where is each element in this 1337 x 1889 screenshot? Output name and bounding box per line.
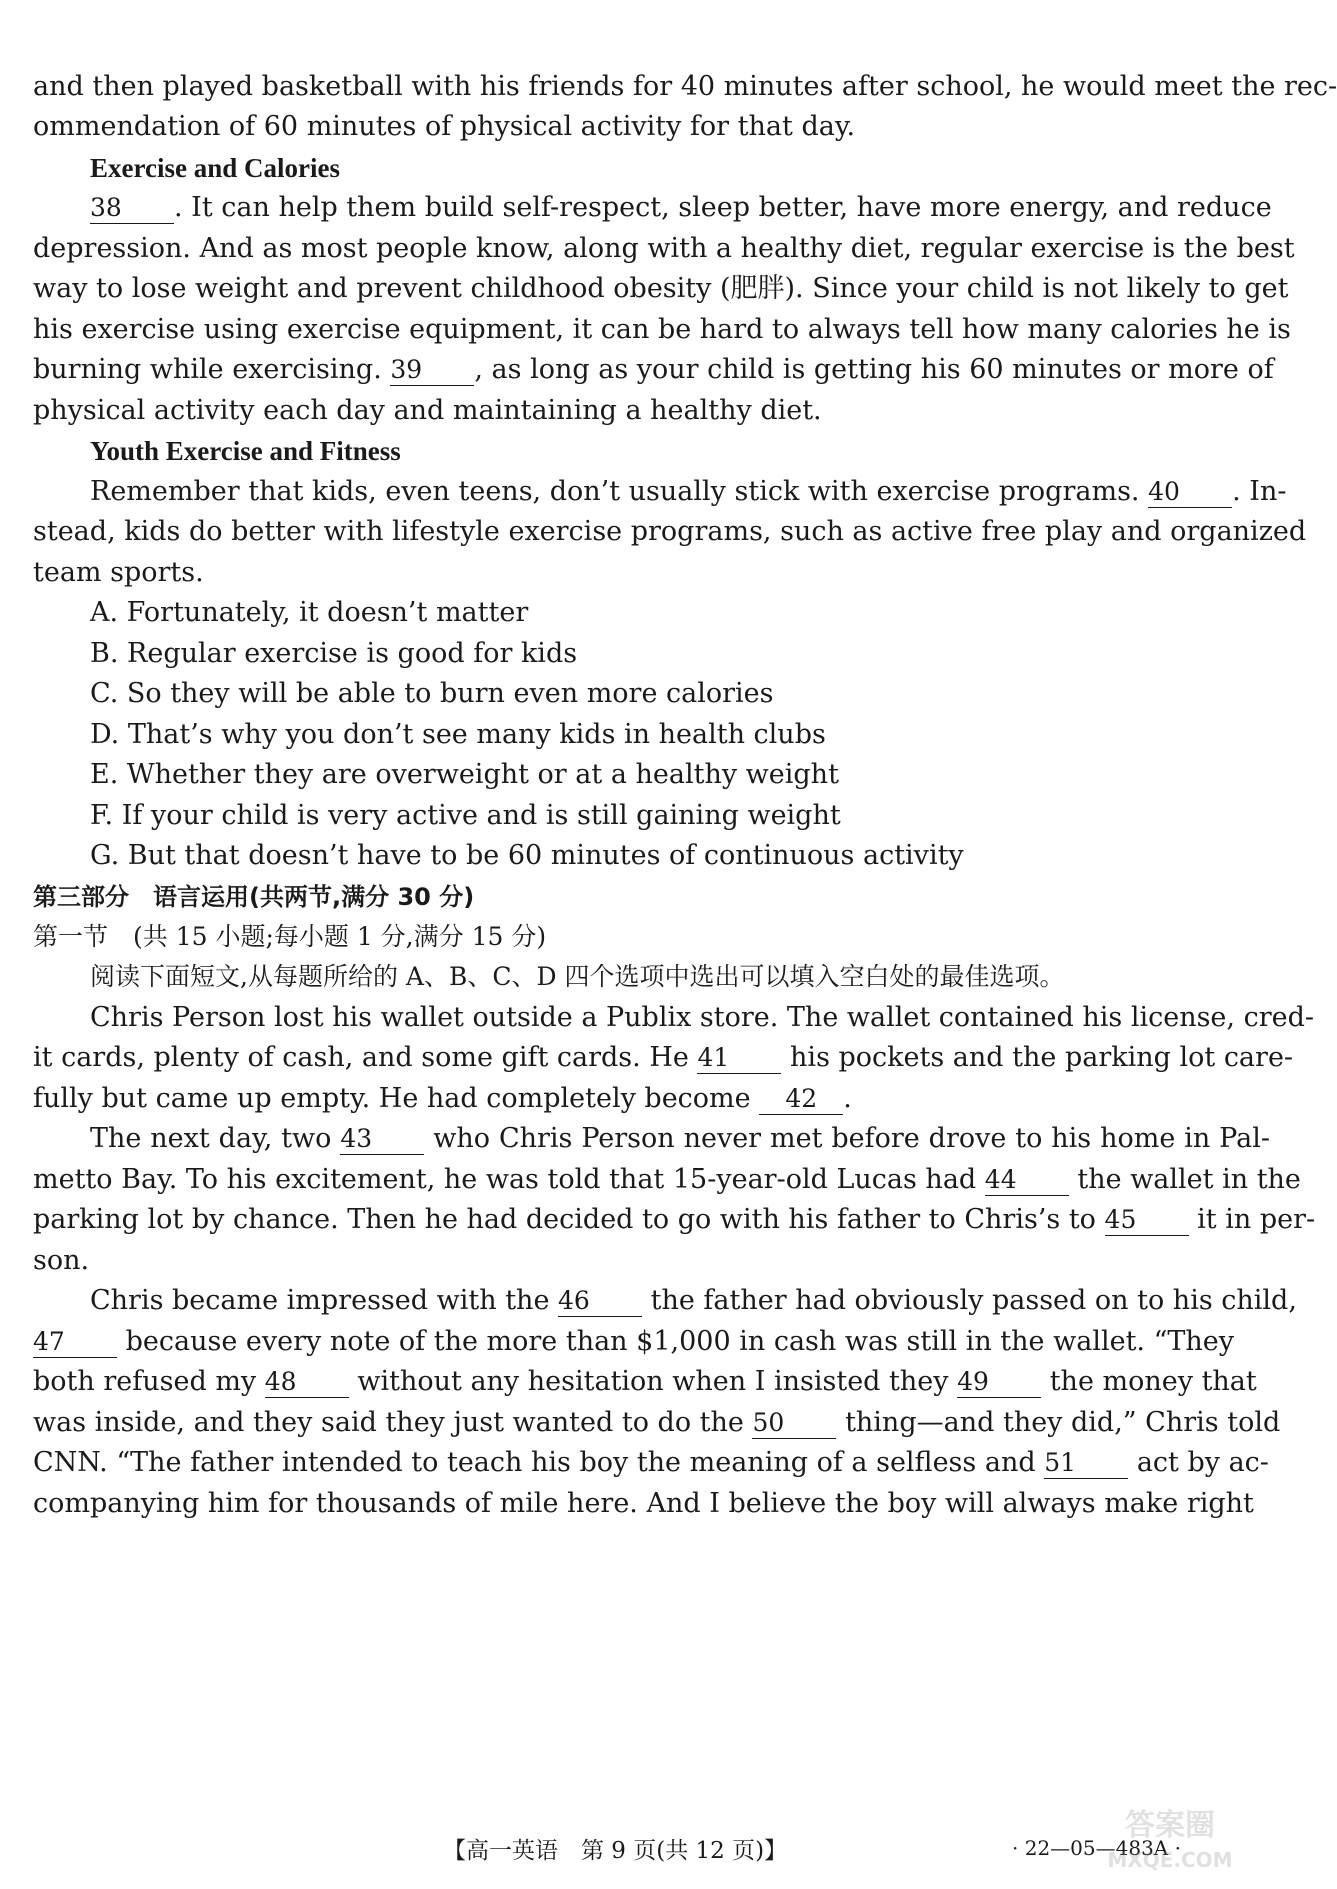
exercise-line-1: 38 . It can help them build self-respect, sleep better, have more energy, and reduce [90,192,1272,223]
part3-instruction: 阅读下面短文,从每题所给的 A、B、C、D 四个选项中选出可以填入空白处的最佳选项。 [90,962,1065,991]
blank-49[interactable]: 49 [957,1367,1041,1398]
blank-51[interactable]: 51 [1044,1448,1128,1479]
cloze-p3-line-2: 47 because every note of the more than $1,000 in cash was still in the wallet. “They [33,1326,1235,1357]
option-f[interactable]: F. If your child is very active and is still gaining weight [90,800,841,831]
cloze-p2-line-3: parking lot by chance. Then he had decided to go with his father to Chris’s to 45 it in per- [33,1204,1316,1235]
option-b[interactable]: B. Regular exercise is good for kids [90,638,578,669]
youth-line-2: stead, kids do better with lifestyle exercise programs, such as active free play and organized [33,516,1307,547]
blank-40[interactable]: 40 [1148,477,1232,508]
cloze-p1-line-2: it cards, plenty of cash, and some gift cards. He 41 his pockets and the parking lot care- [33,1042,1294,1073]
watermark-line-1: 答案圈 [1125,1808,1215,1843]
youth-line-1: Remember that kids, even teens, don’t usually stick with exercise programs. 40 . In- [90,476,1287,507]
watermark-logo-icon [1100,1795,1240,1885]
cloze-p3-line-5: CNN. “The father intended to teach his boy the meaning of a selfless and 51 act by ac- [33,1447,1269,1478]
exercise-line-2: depression. And as most people know, along with a healthy diet, regular exercise is the best [33,233,1295,264]
cloze-p2-line-2: metto Bay. To his excitement, he was told that 15-year-old Lucas had 44 the wallet in the [33,1164,1301,1195]
blank-38[interactable]: 38 [90,193,174,224]
blank-42[interactable]: 42 [759,1084,843,1115]
option-c[interactable]: C. So they will be able to burn even more calories [90,678,774,709]
blank-45[interactable]: 45 [1105,1205,1189,1236]
blank-43[interactable]: 43 [340,1124,424,1155]
watermark-line-2: MXQE.COM [1107,1848,1233,1872]
option-d[interactable]: D. That’s why you don’t see many kids in health clubs [90,719,826,750]
intro-line-1: and then played basketball with his friends for 40 minutes after school, he would meet the rec- [33,71,1337,102]
cloze-p3-line-4: was inside, and they said they just wanted to do the 50 thing—and they did,” Chris told [33,1407,1281,1438]
cloze-p1-line-3: fully but came up empty. He had completely become 42 . [33,1083,852,1114]
blank-47[interactable]: 47 [33,1327,117,1358]
blank-39[interactable]: 39 [390,355,474,386]
cloze-p3-line-6: companying him for thousands of mile here. And I believe the boy will always make right [33,1488,1254,1519]
blank-46[interactable]: 46 [558,1286,642,1317]
option-e[interactable]: E. Whether they are overweight or at a healthy weight [90,759,839,790]
option-g[interactable]: G. But that doesn’t have to be 60 minutes of continuous activity [90,840,964,871]
exercise-line-3: way to lose weight and prevent childhood obesity (肥胖). Since your child is not likely to get [33,273,1289,304]
cloze-p2-line-4: son. [33,1245,90,1276]
footer-code: · 22—05—483A · [1012,1836,1181,1860]
part3-title: 第三部分 语言运用(共两节,满分 30 分) [33,883,475,911]
footer-page-label: 【高一英语 第 9 页(共 12 页)】 [443,1838,788,1864]
blank-50[interactable]: 50 [752,1408,836,1439]
exercise-line-4: his exercise using exercise equipment, it can be hard to always tell how many calories he is [33,314,1291,345]
page-footer [0,1832,1244,1868]
blank-48[interactable]: 48 [265,1367,349,1398]
youth-line-3: team sports. [33,557,204,588]
part3-section1: 第一节 (共 15 小题;每小题 1 分,满分 15 分) [33,922,547,951]
heading-exercise-calories: Exercise and Calories [90,153,340,183]
cloze-p3-line-1: Chris became impressed with the 46 the father had obviously passed on to his child, [90,1285,1297,1316]
blank-41[interactable]: 41 [697,1043,781,1074]
exercise-line-5: burning while exercising. 39 , as long as your child is getting his 60 minutes or more of [33,354,1274,385]
exercise-line-6: physical activity each day and maintaining a healthy diet. [33,395,822,426]
cloze-p3-line-3: both refused my 48 without any hesitation when I insisted they 49 the money that [33,1366,1257,1397]
blank-44[interactable]: 44 [985,1165,1069,1196]
cloze-p2-line-1: The next day, two 43 who Chris Person never met before drove to his home in Pal- [90,1123,1270,1154]
cloze-p1-line-1: Chris Person lost his wallet outside a Publix store. The wallet contained his license, cred- [90,1002,1314,1033]
option-a[interactable]: A. Fortunately, it doesn’t matter [90,597,529,628]
heading-youth-fitness: Youth Exercise and Fitness [90,436,401,466]
intro-line-2: ommendation of 60 minutes of physical activity for that day. [33,111,856,142]
